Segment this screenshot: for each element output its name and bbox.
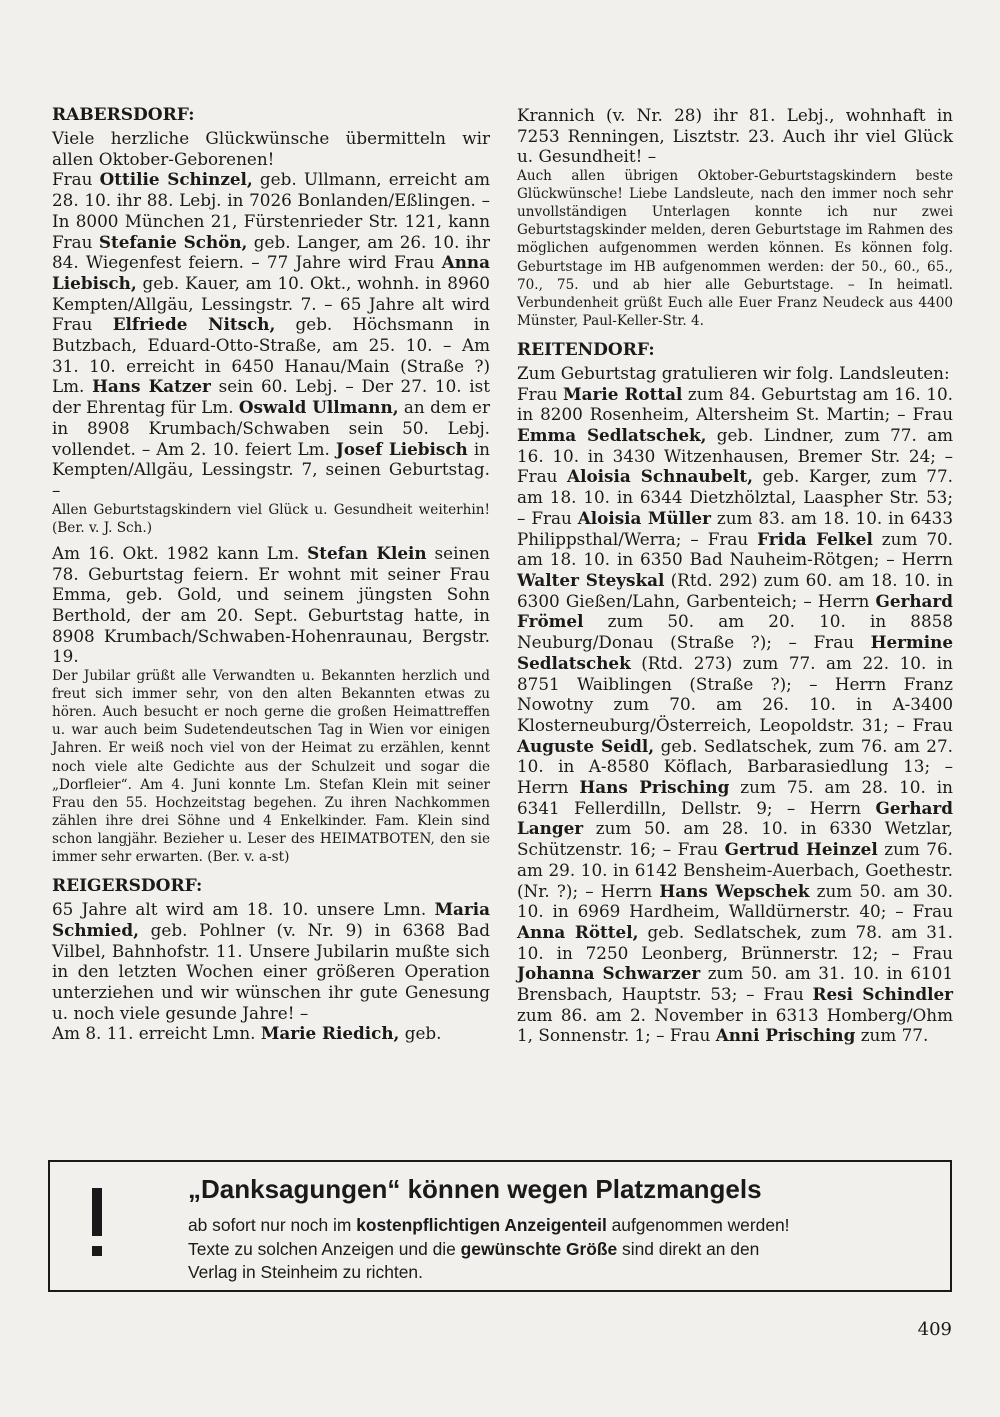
paragraph: Zum Geburtstag gratulieren wir folg. Landsleuten: (517, 362, 950, 383)
section-heading-rabersdorf: RABERSDORF: (52, 105, 195, 125)
paragraph: Frau Ottilie Schinzel, geb. Ullmann, erreicht am 28. 10. ihr 88. Lebj. in 7026 Bonlanden/Eßlingen. – In 8000 München 21, Fürstenrieder Str. 121, kann Frau Stefanie Schön, geb. Langer, am 26. 10. ihr 84. Wiegenfest feiern. – 77 Jahre wird Frau Anna Liebisch, geb. Kauer, am 10. Okt., wohnh. in 8960 Kempten/Allgäu, Lessingstr. 7. – 65 Jahre alt wird Frau Elfriede Nitsch, geb. Höchsmann in Butzbach, Eduard-Otto-Straße, am 25. 10. – Am 31. 10. erreicht in 6450 Hanau/Main (Straße ?) Lm. Hans Katzer sein 60. Lebj. – Der 27. 10. ist der Ehrentag für Lm. Oswald Ullmann, an dem er in 8908 Krumbach/Schwaben sein 50. Lebj. vollendet. – Am 2. 10. feiert Lm. Josef Liebisch in Kempten/Allgäu, Lessingstr. 7, seinen Geburtstag. – (52, 169, 491, 500)
notice-box (48, 1160, 952, 1292)
right-column (517, 105, 953, 1046)
notice-title: „Danksagungen“ können wegen Platzmangels (188, 1174, 762, 1204)
left-column (52, 105, 490, 1044)
section-heading-reigersdorf: REIGERSDORF: (52, 876, 203, 897)
paragraph: Krannich (v. Nr. 28) ihr 81. Lebj., wohnhaft in 7253 Renningen, Lisztstr. 23. Auch ihr viel Glück u. Gesundheit! – (517, 105, 953, 167)
note-small: Allen Geburtstagskindern viel Glück u. Gesundheit weiterhin! (Ber. v. J. Sch.) (52, 501, 490, 536)
paragraph: Am 8. 11. erreicht Lmn. Marie Riedich, geb. (52, 1023, 442, 1044)
note-small: Der Jubilar grüßt alle Verwandten u. Bekannten herzlich und freut sich immer sehr, von den alten Bekannten etwas zu hören. Auch besucht er noch gerne die großen Heimattreffen u. war auch beim Sudetendeutschen Tag in Wien vor einigen Jahren. Er weiß noch viel von der Heimat zu erzählen, kennt noch viele alte Gedichte aus der Schulzeit und sogar die „Dorfleier“. Am 4. Juni konnte Lm. Stefan Klein mit seiner Frau den 55. Hochzeitstag begehen. Zu ihren Nachkommen zählen ihre drei Söhne und 4 Enkelkinder. Fam. Klein sind schon langjähr. Bezieher u. Leser des HEIMATBOTEN, den sie immer sehr erwarten. (Ber. v. a-st) (52, 668, 490, 865)
page-number: 409 (917, 1319, 952, 1340)
exclamation-icon (90, 1188, 104, 1262)
note-small: Auch allen übrigen Oktober-Geburtstagskindern beste Glückwünsche! Liebe Landsleute, nach den immer noch sehr unvollständigen Unterlagen konnte ich nur zwei Geburtstagskinder melden, deren Geburtstage im Rahmen des möglichen aufgenommen werden können. Es können folg. Geburtstage im HB aufgenommen werden: der 50., 60., 65., 70., 75. und ab hier alle Geburtstage. – In heimatl. Verbundenheit grüßt Euch alle Euer Franz Neudeck aus 4400 Münster, Paul-Keller-Str. 4. (517, 168, 953, 329)
section-heading-reitendorf: REITENDORF: (517, 339, 655, 360)
paragraph: Viele herzliche Glückwünsche übermitteln wir allen Oktober-Geborenen! (52, 128, 490, 169)
notice-body: ab sofort nur noch im kostenpflichtigen Anzeigenteil aufgenommen werden! Texte zu solchen Anzeigen und die gewünschte Größe sind direkt an den Verlag in Steinheim zu richten. (188, 1215, 790, 1282)
paragraph: Frau Marie Rottal zum 84. Geburtstag am 16. 10. in 8200 Rosenheim, Altersheim St. Martin; – Frau Emma Sedlatschek, geb. Lindner, zum 77. am 16. 10. in 3430 Witzenhausen, Bremer Str. 24; – Frau Aloisia Schnaubelt, geb. Karger, zum 77. am 18. 10. in 6344 Dietzhölztal, Laaspher Str. 53; – Frau Aloisia Müller zum 83. am 18. 10. in 6433 Philippsthal/Werra; – Frau Frida Felkel zum 70. am 18. 10. in 6350 Bad Nauheim-Rötgen; – Herrn Walter Steyskal (Rtd. 292) zum 60. am 18. 10. in 6300 Gießen/Lahn, Garbenteich; – Herrn Gerhard Frömel zum 50. am 20. 10. in 8858 Neuburg/Donau (Straße ?); – Frau Hermine Sedlatschek (Rtd. 273) zum 77. am 22. 10. in 8751 Waiblingen (Straße ?); – Herrn Franz Nowotny zum 70. am 26. 10. in A-3400 Klosterneuburg/Österreich, Leopoldstr. 31; – Frau Auguste Seidl, geb. Sedlatschek, zum 76. am 27. 10. in A-8580 Köflach, Barbarasiedlung 13; – Herrn Hans Prisching zum 75. am 28. 10. in 6341 Fellerdilln, Dellstr. 9; – Herrn Gerhard Langer zum 50. am 28. 10. in 6330 Wetzlar, Schützenstr. 16; – Frau Gertrud Heinzel zum 76. am 29. 10. in 6142 Bensheim-Auerbach, Goethestr. (Nr. ?); – Herrn Hans Wepschek zum 50. am 30. 10. in 6969 Hardheim, Walldürnerstr. 40; – Frau Anna Röttel, geb. Sedlatschek, zum 78. am 31. 10. in 7250 Leonberg, Brünnerstr. 12; – Frau Johanna Schwarzer zum 50. am 31. 10. in 6101 Brensbach, Hauptstr. 53; – Frau Resi Schindler zum 86. am 2. November in 6313 Homberg/Ohm 1, Sonnenstr. 1; – Frau Anni Prisching zum 77. (517, 383, 954, 1046)
paragraph: Am 16. Okt. 1982 kann Lm. Stefan Klein seinen 78. Geburtstag feiern. Er wohnt mit seiner Frau Emma, geb. Gold, und seinem jüngsten Sohn Berthold, der am 20. Sept. Geburtstag hatte, in 8908 Krumbach/Schwaben-Hohenraunau, Bergstr. 19. (52, 542, 490, 667)
paragraph: 65 Jahre alt wird am 18. 10. unsere Lmn. Maria Schmied, geb. Pohlner (v. Nr. 9) in 6368 Bad Vilbel, Bahnhofstr. 11. Unsere Jubilarin mußte sich in den letzten Wochen einer größeren Operation unterziehen und wir wünschen ihr gute Genesung u. noch viele gesunde Jahre! – (52, 899, 490, 1023)
